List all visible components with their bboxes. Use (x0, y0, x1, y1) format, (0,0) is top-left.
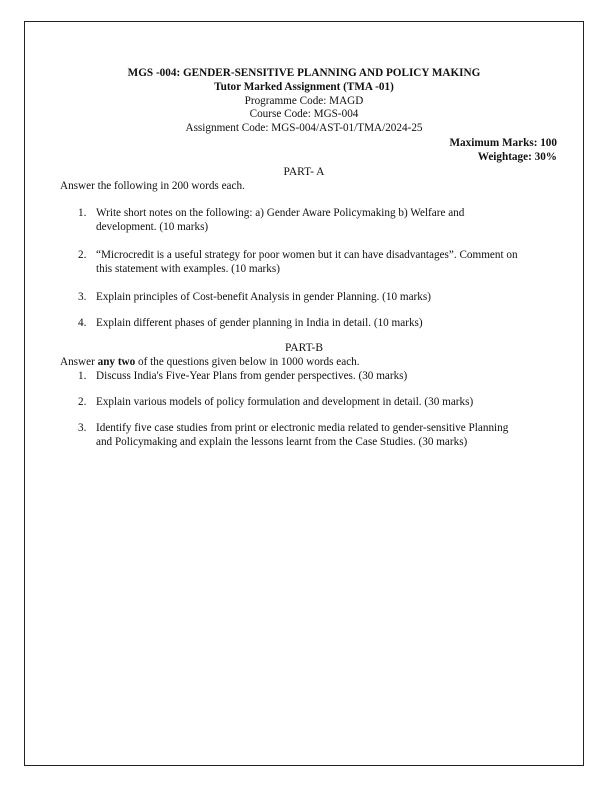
part-b-question-2: 2. Explain various models of policy formulation and development in detail. (30 marks) (60, 395, 554, 409)
part-a-question-2: 2. “Microcredit is a useful strategy for poor women but it can have disadvantages”. Comment on this statement with examples. (10 marks) (60, 248, 554, 276)
part-a-question-1: 1. Write short notes on the following: a) Gender Aware Policymaking b) Welfare and development. (10 marks) (60, 206, 554, 234)
question-text: development. (10 marks) (96, 221, 209, 234)
weightage: Weightage: 30% (477, 151, 557, 163)
question-text: this statement with examples. (10 marks) (96, 263, 280, 276)
maximum-marks: Maximum Marks: 100 (449, 137, 557, 149)
part-a-question-3: 3. Explain principles of Cost-benefit Analysis in gender Planning. (10 marks) (60, 290, 554, 304)
part-b-instruction: Answer any two of the questions given below in 1000 words each. (60, 356, 360, 368)
question-text: Explain principles of Cost-benefit Analysis in gender Planning. (10 marks) (96, 291, 431, 303)
part-a-question-4: 4. Explain different phases of gender planning in India in detail. (10 marks) (60, 316, 554, 330)
question-text: Write short notes on the following: a) Gender Aware Policymaking b) Welfare and (96, 207, 465, 219)
part-b-question-3: 3. Identify five case studies from print or electronic media related to gender-sensitive Planning and Policymaking and explain the lessons learnt from the Case Studies. (30 marks) (60, 421, 554, 449)
part-b-question-1: 1. Discuss India's Five-Year Plans from gender perspectives. (30 marks) (60, 369, 554, 383)
part-a-instruction: Answer the following in 200 words each. (60, 180, 245, 192)
question-text: “Microcredit is a useful strategy for poor women but it can have disadvantages”. Comment on (96, 249, 518, 261)
course-title: MGS -004: GENDER-SENSITIVE PLANNING AND POLICY MAKING (127, 67, 481, 79)
question-text: Identify five case studies from print or electronic media related to gender-sensitive Planning (96, 422, 509, 434)
part-a-heading: PART- A (283, 166, 325, 178)
assignment-code: Assignment Code: MGS-004/AST-01/TMA/2024-25 (185, 122, 423, 135)
question-text: Explain different phases of gender planning in India in detail. (10 marks) (96, 317, 423, 329)
part-b-heading: PART-B (284, 342, 324, 354)
question-text: Discuss India's Five-Year Plans from gender perspectives. (30 marks) (96, 370, 408, 382)
assignment-title: Tutor Marked Assignment (TMA -01) (214, 80, 394, 93)
question-text: and Policymaking and explain the lessons learnt from the Case Studies. (30 marks) (96, 436, 468, 449)
question-text: Explain various models of policy formulation and development in detail. (30 marks) (96, 396, 474, 408)
part-a-question-list (60, 206, 554, 234)
course-code: Course Code: MGS-004 (249, 108, 359, 121)
programme-code: Programme Code: MAGD (244, 94, 364, 107)
marks-block (449, 136, 557, 164)
assignment-header (24, 67, 584, 136)
